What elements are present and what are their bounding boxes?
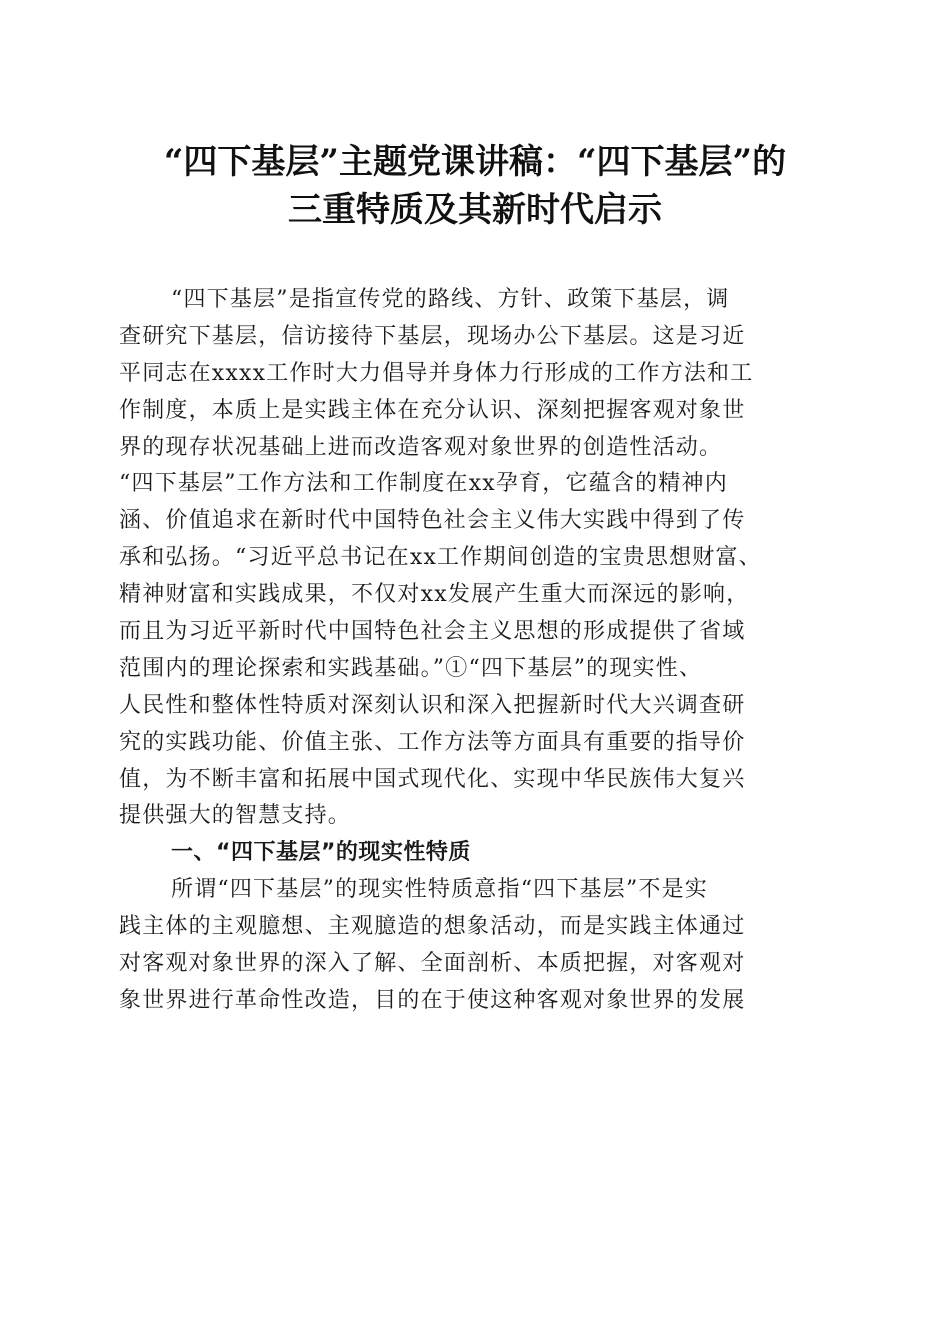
- paragraph-line: 人民性和整体性特质对深刻认识和深入把握新时代大兴调查研: [119, 692, 746, 718]
- paragraph-line: 精神财富和实践成果，不仅对xx发展产生重大而深远的影响，: [119, 582, 750, 608]
- document-title: [100, 138, 850, 234]
- paragraph-line: 作制度，本质上是实践主体在充分认识、深刻把握客观对象世: [119, 397, 746, 423]
- paragraph-line: 践主体的主观臆想、主观臆造的想象活动，而是实践主体通过: [119, 914, 746, 940]
- paragraph-line: 象世界进行革命性改造，目的在于使这种客观对象世界的发展: [119, 987, 746, 1013]
- paragraph-line: 涵、价值追求在新时代中国特色社会主义伟大实践中得到了传: [119, 508, 746, 534]
- paragraph-line: 所谓“四下基层”的现实性特质意指“四下基层”不是实: [171, 877, 708, 903]
- paragraph-line: 查研究下基层，信访接待下基层，现场办公下基层。这是习近: [119, 323, 746, 349]
- title-line: “四下基层”主题党课讲稿：“四下基层”的: [163, 142, 787, 182]
- paragraph-line: 而且为习近平新时代中国特色社会主义思想的形成提供了省域: [119, 619, 746, 645]
- title-line: 三重特质及其新时代启示: [288, 190, 662, 230]
- paragraph-line: 范围内的理论探索和实践基础。”①“四下基层”的现实性、: [119, 655, 703, 681]
- paragraph-line: 究的实践功能、价值主张、工作方法等方面具有重要的指导价: [119, 729, 746, 755]
- paragraph-line: 值，为不断丰富和拓展中国式现代化、实现中华民族伟大复兴: [119, 766, 746, 792]
- paragraph-line: 提供强大的智慧支持。: [119, 803, 352, 829]
- paragraph-line: 界的现存状况基础上进而改造客观对象世界的创造性活动。: [119, 434, 723, 460]
- paragraph-line: 对客观对象世界的深入了解、全面剖析、本质把握，对客观对: [119, 951, 746, 977]
- paragraph-line: 平同志在xxxx工作时大力倡导并身体力行形成的工作方法和工: [119, 360, 754, 386]
- section-heading: 一、“四下基层”的现实性特质: [171, 840, 471, 866]
- document-body: [119, 282, 831, 1020]
- paragraph-line: 承和弘扬。“习近平总书记在xx工作期间创造的宝贵思想财富、: [119, 545, 762, 571]
- paragraph-line: “四下基层”是指宣传党的路线、方针、政策下基层，调: [171, 287, 730, 312]
- paragraph-line: “四下基层”工作方法和工作制度在xx孕育，它蕴含的精神内: [119, 471, 728, 497]
